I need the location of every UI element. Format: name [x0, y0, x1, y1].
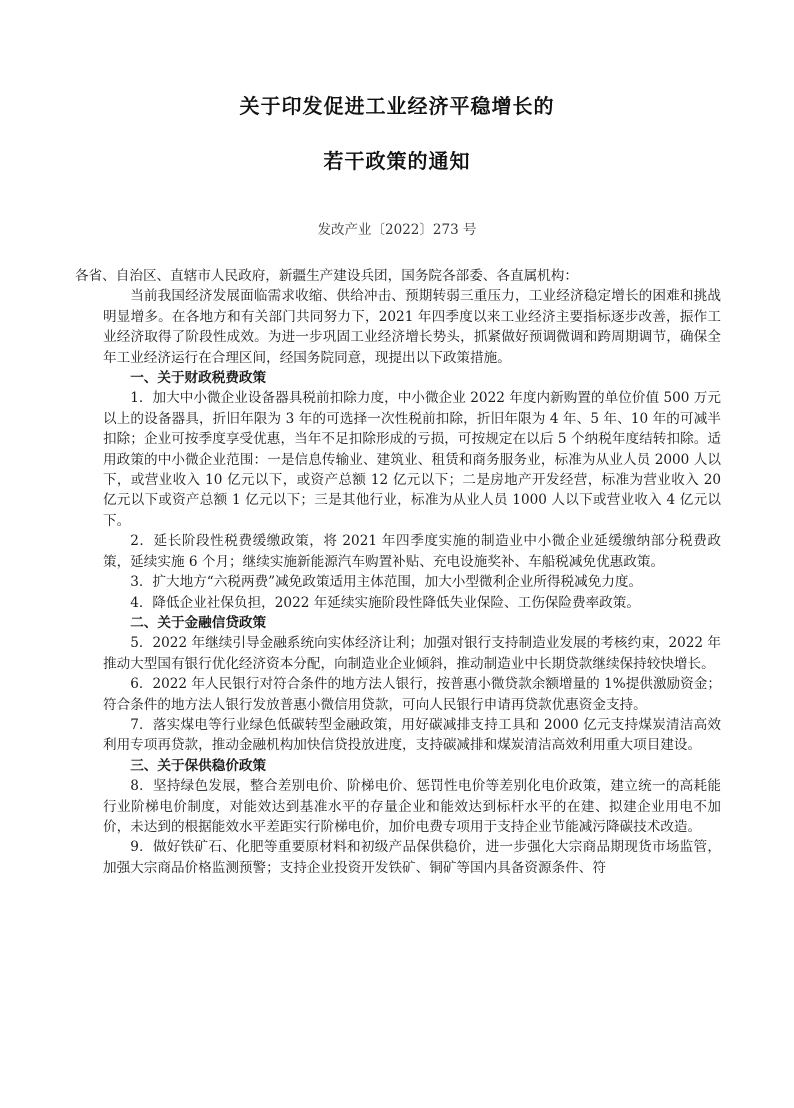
document-number: 发改产业〔2022〕273 号: [317, 222, 477, 238]
paragraph-item-5: 5．2022 年继续引导金融系统向实体经济让利；加强对银行支持制造业发展的考核约束，2022 年推动大型国有银行优化经济资本分配，向制造业企业倾斜，推动制造业中长期贷款继续保持较快增长。: [103, 635, 721, 672]
paragraph-item-6: 6．2022 年人民银行对符合条件的地方法人银行，按普惠小微贷款余额增量的 1%提供激励资金；符合条件的地方法人银行发放普惠小微信用贷款，可向人民银行申请再贷款优惠资金支持。: [103, 676, 721, 713]
title-line-2: 若干政策的通知: [323, 149, 471, 173]
section-heading-fiscal: 一、关于财政税费政策: [130, 370, 267, 387]
title-line-1: 关于印发促进工业经济平稳增长的: [239, 94, 555, 118]
paragraph-item-4: 4．降低企业社保负担，2022 年延续实施阶段性降低失业保险、工伤保险费率政策。: [130, 594, 640, 611]
paragraph-item-8: 8．坚持绿色发展，整合差别电价、阶梯电价、惩罚性电价等差别化电价政策，建立统一的高耗能行业阶梯电价制度，对能效达到基准水平的存量企业和能效达到标杆水平的在建、拟建企业用电不加价，未达到的根据能效水平差距实行阶梯电价，加价电费专项用于支持企业节能减污降碳技术改造。: [103, 778, 721, 835]
paragraph-item-9: 9．做好铁矿石、化肥等重要原材料和初级产品保供稳价，进一步强化大宗商品期现货市场监管，加强大宗商品价格监测预警；支持企业投资开发铁矿、铜矿等国内具备资源条件、符: [103, 839, 721, 876]
paragraph-item-1: 1．加大中小微企业设备器具税前扣除力度，中小微企业 2022 年度内新购置的单位价值 500 万元以上的设备器具，折旧年限为 3 年的可选择一次性税前扣除，折旧年限为 4 年、5 年、10 年的可减半扣除；企业可按季度享受优惠，当年不足扣除形成的亏损，可按规定在以后 5 个纳税年度结转扣除。适用政策的中小微企业范围：一是信息传输业、建筑业、租赁和商务服务业，标准为从业人员 2000 人以下，或营业收入 10 亿元以下，或资产总额 12 亿元以下；二是房地产开发经营，标准为营业收入 20 亿元以下或资产总额 1 亿元以下；三是其他行业，标准为从业人员 1000 人以下或营业收入 4 亿元以下。: [103, 390, 721, 529]
paragraph-intro: 当前我国经济发展面临需求收缩、供给冲击、预期转弱三重压力，工业经济稳定增长的困难和挑战明显增多。在各地方和有关部门共同努力下，2021 年四季度以来工业经济主要指标逐步改善，振作工业经济取得了阶段性成效。为进一步巩固工业经济增长势头，抓紧做好预调微调和跨周期调节，确保全年工业经济运行在合理区间，经国务院同意，现提出以下政策措施。: [103, 288, 721, 366]
section-heading-finance: 二、关于金融信贷政策: [130, 614, 267, 631]
paragraph-item-7: 7．落实煤电等行业绿色低碳转型金融政策，用好碳减排支持工具和 2000 亿元支持煤炭清洁高效利用专项再贷款，推动金融机构加快信贷投放进度，支持碳减排和煤炭清洁高效利用重大项目建设。: [103, 716, 721, 754]
section-heading-supply: 三、关于保供稳价政策: [130, 757, 267, 774]
salutation: 各省、自治区、直辖市人民政府，新疆生产建设兵团，国务院各部委、各直属机构：: [75, 268, 578, 284]
paragraph-item-3: 3．扩大地方“六税两费”减免政策适用主体范围，加大小型微利企业所得税减免力度。: [130, 574, 643, 591]
paragraph-item-2: 2．延长阶段性税费缓缴政策，将 2021 年四季度实施的制造业中小微企业延缓缴纳部分税费政策，延续实施 6 个月；继续实施新能源汽车购置补贴、充电设施奖补、车船税减免优惠政策。: [103, 533, 721, 570]
document-body: [75, 266, 721, 878]
